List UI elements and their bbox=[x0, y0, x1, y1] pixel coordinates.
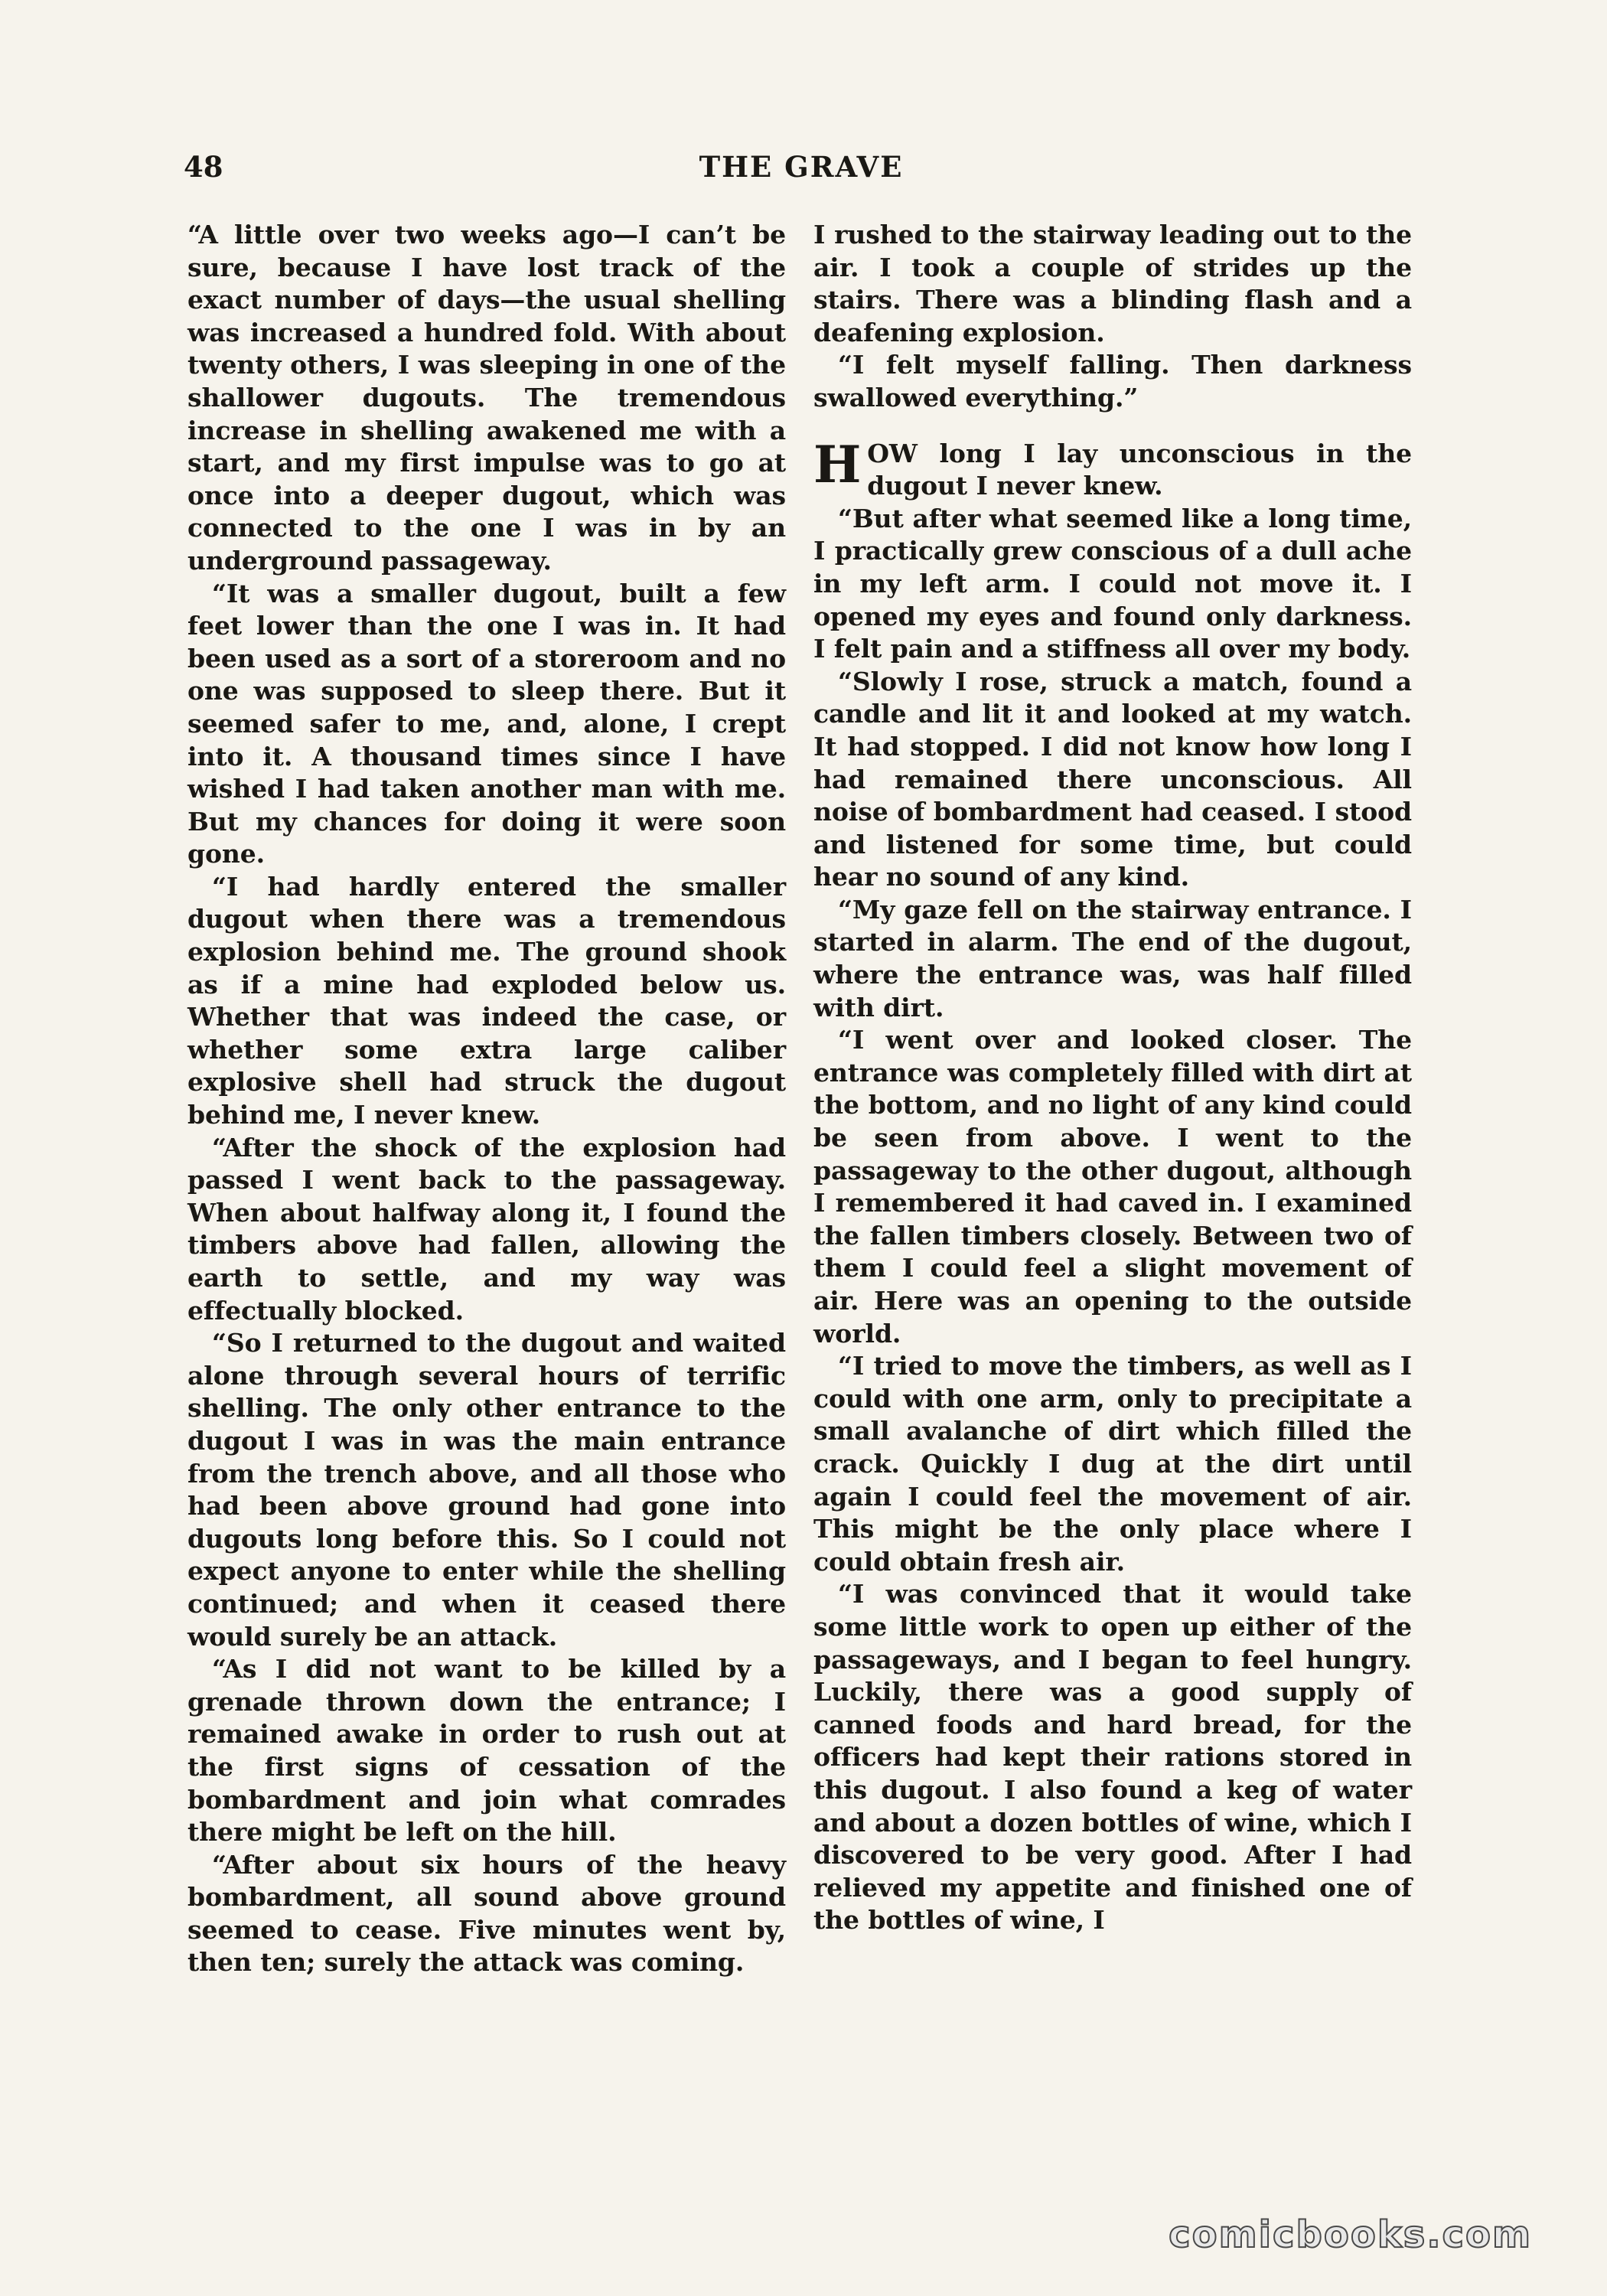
running-title: THE GRAVE bbox=[699, 150, 904, 184]
running-head bbox=[184, 150, 1419, 188]
paragraph: “I felt myself falling. Then darkness swallowed everything.” bbox=[813, 350, 1412, 413]
paragraph: I rushed to the stairway leading out to the air. I took a couple of strides up the stairs. There was a blinding flash and a deafening explosion. bbox=[813, 220, 1412, 347]
paragraph: “I went over and looked closer. The entrance was completely filled with dirt at the bottom, and no light of any kind could be seen from above. I went to the passageway to the other dugout, although I remembered it had caved in. I examined the fallen timbers closely. Between two of them I could feel a slight movement of air. Here was an opening to the outside world. bbox=[813, 1025, 1412, 1349]
paragraph: “I tried to move the timbers, as well as I could with one arm, only to precipitate a small avalanche of dirt which filled the crack. Quickly I dug at the dirt until again I could feel the movement of air. This might be the only place where I could obtain fresh air. bbox=[813, 1351, 1412, 1577]
drop-cap: H bbox=[813, 434, 862, 494]
paragraph: “A little over two weeks ago—I can’t be sure, because I have lost track of the exact number of days—the usual shelling was increased a hundred fold. With about twenty others, I was sleeping in one of the shallower dugouts. The tremendous increase in shelling awakened me with a start, and my first impulse was to go at once into a deeper dugout, which was connected to the one I was in by an underground passageway. bbox=[187, 220, 786, 576]
paragraph: “I had hardly entered the smaller dugout when there was a tremendous explosion behind me. The ground shook as if a mine had exploded below us. Whether that was indeed the case, or whether some extra large caliber explosive shell had struck the dugout behind me, I never knew. bbox=[187, 871, 786, 1130]
page-number: 48 bbox=[184, 150, 223, 184]
paragraph: “After the shock of the explosion had passed I went back to the passageway. When about halfway along it, I found the timbers above had fallen, allowing the earth to settle, and my way was effectually blocked. bbox=[187, 1132, 786, 1326]
paragraph: “Slowly I rose, struck a match, found a candle and lit it and looked at my watch. It had stopped. I did not know how long I had remained there unconscious. All noise of bombardment had ceased. I stood and listened for some time, but could hear no sound of any kind. bbox=[813, 666, 1412, 892]
left-column bbox=[187, 219, 786, 1979]
section-opening-paragraph bbox=[813, 434, 1412, 503]
paragraph: “I was convinced that it would take some little work to open up either of the passageways, and I began to feel hungry. Luckily, there was a good supply of canned foods and hard bread, for the officers had kept their rations stored in this dugout. I also found a keg of water and about a dozen bottles of wine, which I discovered to be very good. After I had relieved my appetite and finished one of the bottles of wine, I bbox=[813, 1579, 1412, 1936]
paragraph: “So I returned to the dugout and waited alone through several hours of terrific shelling. The only other entrance to the dugout I was in was the main entrance from the trench above, and all those who had been above ground had gone into dugouts long before this. So I could not expect anyone to enter while the shelling continued; and when it ceased there would surely be an attack. bbox=[187, 1328, 786, 1652]
paragraph: “But after what seemed like a long time, I practically grew conscious of a dull ache in my left arm. I could not move it. I opened my eyes and found only darkness. I felt pain and a stiffness all over my body. bbox=[813, 503, 1412, 664]
site-watermark: comicbooks.com bbox=[1169, 2213, 1532, 2256]
paragraph: “It was a smaller dugout, built a few feet lower than the one I was in. It had been used as a sort of a storeroom and no one was supposed to sleep there. But it seemed safer to me, and, alone, I crept into it. A thousand times since I have wished I had taken another man with me. But my chances for doing it were soon gone. bbox=[187, 578, 786, 869]
paragraph: “After about six hours of the heavy bombardment, all sound above ground seemed to cease. Five minutes went by, then ten; surely the attack was coming. bbox=[187, 1849, 786, 1978]
section-opening-text: OW long I lay unconscious in the dugout I never knew. bbox=[867, 438, 1412, 501]
paragraph: “My gaze fell on the stairway entrance. I started in alarm. The end of the dugout, where the entrance was, was half filled with dirt. bbox=[813, 894, 1412, 1022]
paragraph: “As I did not want to be killed by a grenade thrown down the entrance; I remained awake in order to rush out at the first signs of cessation of the bombardment and join what comrades there might be left on the hill. bbox=[187, 1654, 786, 1848]
right-column bbox=[813, 219, 1412, 1937]
